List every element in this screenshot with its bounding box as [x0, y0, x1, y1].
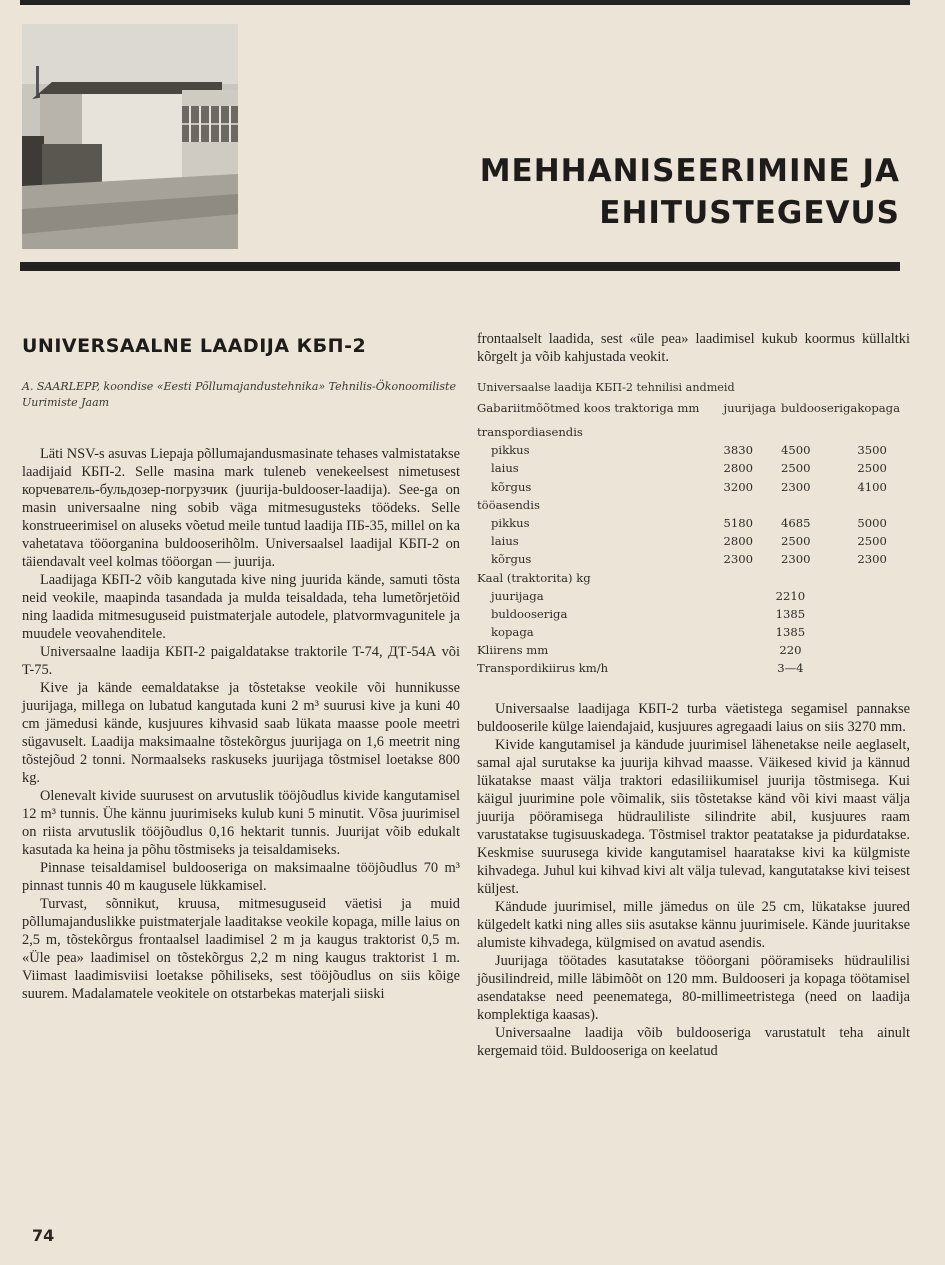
table-cell: 5180 [723, 515, 753, 530]
article-author: A. SAARLEPP, koondise «Eesti Põllumajandustehnika» Tehnilis-Ökonoomiliste Uurimiste Jaam [22, 380, 456, 409]
table-row [477, 480, 910, 498]
column-header: kopaga [857, 401, 900, 415]
row-label: kõrgus [491, 479, 532, 494]
section-title [440, 150, 900, 234]
paragraph: Läti NSV-s asuvas Liepaja põllumajandusmasinate tehases valmistatakse laadijaid КБП-2. Selle masina mark tuleneb venekeelsest nimetusest корчеватель-бульдозер-погрузчик (juurija-buldooser-laadija). See-ga on masin universaalne ning sobib väga mitmesugusteks töödeks. Selle konstrueerimisel on aluseks võetud meile tuntud laadija ПБ-35, millel on ka vahetatava tööorganina buldooserihõlm. Universaalsel laadijal КБП-2 on täiendavalt veel kolmas tööorgan — juurija. [22, 446, 460, 570]
table-cell: 2210 [775, 588, 806, 603]
row-label: juurijaga [491, 588, 544, 603]
table-cell: 2300 [780, 552, 811, 567]
spacer [477, 680, 910, 700]
group-label: transpordiasendis [477, 425, 583, 439]
table-row [477, 571, 910, 589]
table-cell: 2800 [723, 461, 753, 476]
table-cell: 2500 [780, 461, 811, 476]
table-cell: 3830 [723, 443, 753, 458]
paragraph: Universaalne laadija võib buldooseriga varustatult teha ainult kergemaid töid. Buldooseriga on keelatud [477, 1024, 910, 1059]
section-title-line-1: MEHHANISEERIMINE JA [479, 153, 900, 189]
table-row [477, 552, 910, 570]
table-row [477, 625, 910, 643]
paragraph: Universaalse laadijaga КБП-2 turba väetistega segamisel pannakse buldooserile külge laiendajaid, kusjuures agregaadi laius on siis 3270 mm. [477, 700, 910, 735]
table-cell: 4500 [780, 443, 811, 458]
table-cell: 2800 [723, 534, 753, 549]
row-label: pikkus [491, 515, 530, 530]
table-row [477, 461, 910, 479]
table-header-label: Gabariitmõõtmed koos traktoriga mm [477, 401, 700, 415]
paragraph: Laadijaga КБП-2 võib kangutada kive ning juurida kände, samuti tõsta neid veokile, maapinda tasandada ja mulda teisaldada, teha lumetõrjetöid ning laadida mitmesuguseid puistmaterjale autodele, platvormvagunitele ja muudele veovahenditele. [22, 572, 460, 642]
row-label: pikkus [491, 443, 530, 458]
table-row [477, 443, 910, 461]
building-photo [22, 24, 238, 249]
row-label: kopaga [491, 625, 534, 640]
table-row [477, 589, 910, 607]
row-label: laius [491, 534, 519, 549]
table-cell: 2500 [780, 534, 811, 549]
article-title: UNIVERSAALNE LAADIJA КБП-2 [22, 335, 367, 357]
table-header-row [477, 400, 910, 425]
header-rule [20, 262, 900, 271]
right-column [477, 330, 910, 1060]
table-row [477, 607, 910, 625]
table-cell: 4100 [857, 479, 887, 494]
section-title-line-2: EHITUSTEGEVUS [599, 195, 900, 231]
page-number: 74 [32, 1226, 55, 1245]
table-cell: 2500 [857, 461, 887, 476]
paragraph: Juurijaga töötades kasutatakse tööorgani pööramiseks hüdraulilisi jõusilindreid, mille läbimõõt on 120 mm. Buldooseri ja kopaga töötamisel asendatakse need peenematega, 80-millimeetristega (need on laadija komplektiga kaasas). [477, 952, 910, 1023]
row-label: buldooseriga [491, 606, 568, 621]
table-cell: 2300 [780, 479, 811, 494]
table-row [477, 498, 910, 516]
table-row [477, 661, 910, 679]
row-label: laius [491, 461, 519, 476]
paragraph: Olenevalt kivide suurusest on arvutuslik tööjõudlus kivide kangutamisel 12 m³ tunnis. Ühe kännu juurimiseks kulub kuni 5 minutit. Võsa juurimisel on riista arvutuslik tööjõudlus 0,16 hektarit tunnis. Juurijat võib edukalt kasutada ka heina ja põhu tõstmiseks ja teisaldamiseks. [22, 788, 460, 858]
paragraph: Kändude juurimisel, mille jämedus on üle 25 cm, lükatakse juured külgedelt katki ning alles siis asutakse kännu juurimisele. Kände juuritakse alumiste kihvadega, külgmised on avatud asendis. [477, 898, 910, 951]
spec-table [477, 400, 910, 680]
left-column [22, 335, 460, 1003]
table-cell: 220 [779, 643, 802, 658]
group-label: tööasendis [477, 497, 540, 512]
table-cell: 5000 [857, 515, 887, 530]
table-caption: Universaalse laadija КБП-2 tehnilisi andmeid [477, 381, 735, 394]
table-cell: 1385 [775, 606, 806, 621]
paragraph: Kivide kangutamisel ja kändude juurimisel lähenetakse neile aeglaselt, samal ajal surutakse ka juurija kihvad maasse. Väikesed kivid ja kännud lükatakse maast välja traktori edasiliikumisel juurija tõstmisega. Kui käigul juurimine pole võimalik, siis tõstetakse känd või kivi maast välja juurija pööramisega hüdrauliliste silindrite abil, kusjuures raam varustatakse tugisuuskadega. Tõstmisel traktor peatatakse ja pidurdatakse. Keskmise suurusega kivide kangutamisel haaratakse kivi ka külgmiste kihvadega. Juhul kui kihvad kivi alt välja tulevad, kangutatakse kivi teisest küljest. [477, 736, 910, 897]
group-label: Kaal (traktorita) kg [477, 570, 591, 585]
table-row [477, 425, 910, 443]
paragraph: frontaalselt laadida, sest «üle pea» laadimisel kukub koormus küllaltki kõrgelt ja võib kahjustada veokit. [477, 331, 910, 365]
table-cell: 2300 [857, 552, 887, 567]
table-row [477, 534, 910, 552]
table-cell: 2500 [857, 534, 887, 549]
table-cell: 4685 [780, 515, 811, 530]
table-cell: 2300 [723, 552, 753, 567]
table-row [477, 516, 910, 534]
paragraph: Kive ja kände eemaldatakse ja tõstetakse veokile või hunnikusse juurijaga, millega on lubatud kangutada kuni 2 m³ suurusi kive ja kuni 40 cm jämedusi kände, kusjuures kihvasid saab lükata maasse poole meetri sügavuselt. Laadija maksimaalne tõstekõrgus juurijaga on 1,6 meetrit ning tõstejõud 2 tonni. Normaalseks raskuseks juurijaga tõstmisel loetakse 800 kg. [22, 680, 460, 786]
paragraph: Universaalne laadija КБП-2 paigaldatakse traktorile T-74, ДТ-54А või T-75. [22, 644, 460, 678]
table-cell: 3—4 [777, 661, 804, 676]
table-row [477, 643, 910, 661]
row-label: kõrgus [491, 552, 532, 567]
table-cell: 1385 [775, 625, 806, 640]
paragraph: Pinnase teisaldamisel buldooseriga on maksimaalne tööjõudlus 70 m³ pinnast tunnis 40 m kaugusele lükkamisel. [22, 860, 460, 894]
row-label: Kliirens mm [477, 643, 549, 658]
row-label: Transpordikiirus km/h [477, 661, 609, 676]
column-header: buldooseriga [780, 401, 858, 415]
column-header: juurijaga [723, 401, 777, 415]
top-rule [20, 0, 910, 5]
table-cell: 3500 [857, 443, 887, 458]
paragraph: Turvast, sõnnikut, kruusa, mitmesuguseid väetisi ja muid põllumajanduslikke puistmaterjale laaditakse veokile kopaga, mille laius on 2,5 m, tõstekõrgus frontaalsel laadimisel 2 m ja kaugus traktorist 0,5 m. «Üle pea» laadimisel on tõstekõrgus 2,2 m ning kaugus traktorist 1 m. Viimast laadimisviisi loetakse põhiliseks, sest tööjõudlus on siis kõige suurem. Madalamatele veokitele on otstarbekas materjali siiski [22, 896, 460, 1002]
table-cell: 3200 [723, 479, 753, 494]
